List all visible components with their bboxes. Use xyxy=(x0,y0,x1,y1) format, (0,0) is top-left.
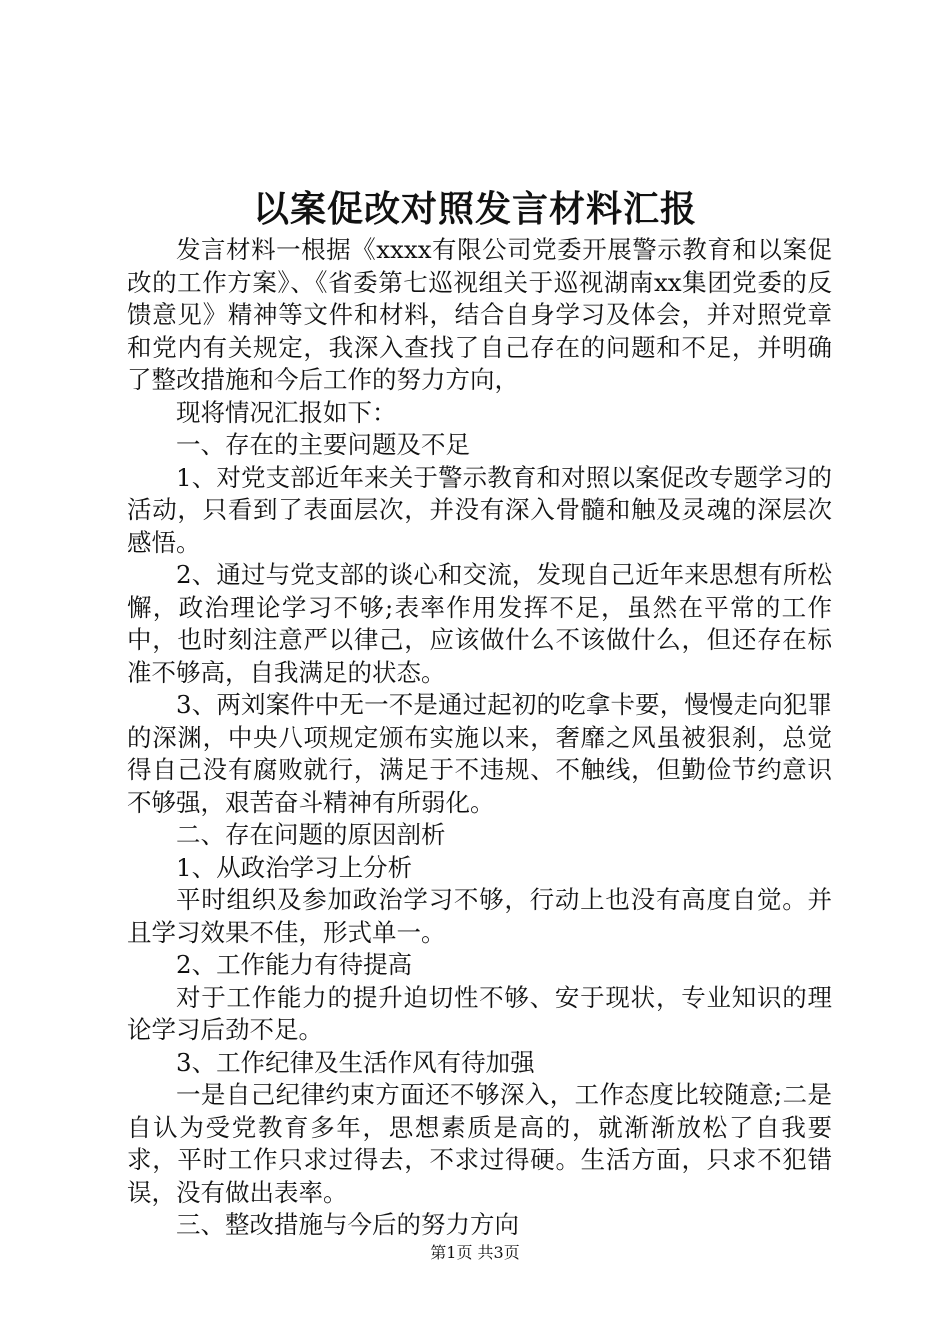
paragraph-work-ability: 对于工作能力的提升迫切性不够、安于现状，专业知识的理论学习后劲不足。 xyxy=(127,982,832,1044)
subheading-political-study: 1、从政治学习上分析 xyxy=(176,852,413,882)
paragraph-discipline: 一是自己纪律约束方面还不够深入，工作态度比较随意;二是自认为受党教育多年，思想素质是高的，就渐渐放松了自我要求，平时工作只求过得去，不求过得硬。生活方面，只求不犯错误，没有做出表率。 xyxy=(127,1080,832,1207)
paragraph-problem-1: 1、对党支部近年来关于警示教育和对照以案促改专题学习的活动，只看到了表面层次，并没有深入骨髓和触及灵魂的深层次感悟。 xyxy=(127,462,832,557)
paragraph-problem-3: 3、两刘案件中无一不是通过起初的吃拿卡要，慢慢走向犯罪的深渊，中央八项规定颁布实施以来，奢靡之风虽被狠刹，总觉得自己没有腐败就行，满足于不违规、不触线，但勤俭节约意识不够强，艰苦奋斗精神有所弱化。 xyxy=(127,690,832,817)
subheading-discipline: 3、工作纪律及生活作风有待加强 xyxy=(176,1047,535,1077)
document-body xyxy=(127,234,832,1242)
page-number-footer: 第1页 共3页 xyxy=(430,1243,520,1262)
paragraph-political-study: 平时组织及参加政治学习不够，行动上也没有高度自觉。并且学习效果不佳，形式单一。 xyxy=(127,885,832,947)
paragraph-problem-2: 2、通过与党支部的谈心和交流，发现自己近年来思想有所松懈，政治理论学习不够;表率作用发挥不足，虽然在平常的工作中，也时刻注意严以律己，应该做什么不该做什么，但还存在标准不够高，自我满足的状态。 xyxy=(127,560,832,687)
section-heading-causes: 二、存在问题的原因剖析 xyxy=(176,820,446,849)
subheading-work-ability: 2、工作能力有待提高 xyxy=(176,950,413,979)
document-title: 以案促改对照发言材料汇报 xyxy=(252,188,697,230)
section-heading-measures: 三、整改措施与今后的努力方向 xyxy=(176,1210,519,1239)
section-heading-problems: 一、存在的主要问题及不足 xyxy=(176,430,470,459)
paragraph-intro: 发言材料一根据《xxxx有限公司党委开展警示教育和以案促改的工作方案》、《省委第七巡视组关于巡视湖南xx集团党委的反馈意见》精神等文件和材料，结合自身学习及体会，并对照党章和党内有关规定，我深入查找了自己存在的问题和不足，并明确了整改措施和今后工作的努力方向， xyxy=(127,235,832,394)
paragraph-report-lead: 现将情况汇报如下： xyxy=(176,397,397,427)
